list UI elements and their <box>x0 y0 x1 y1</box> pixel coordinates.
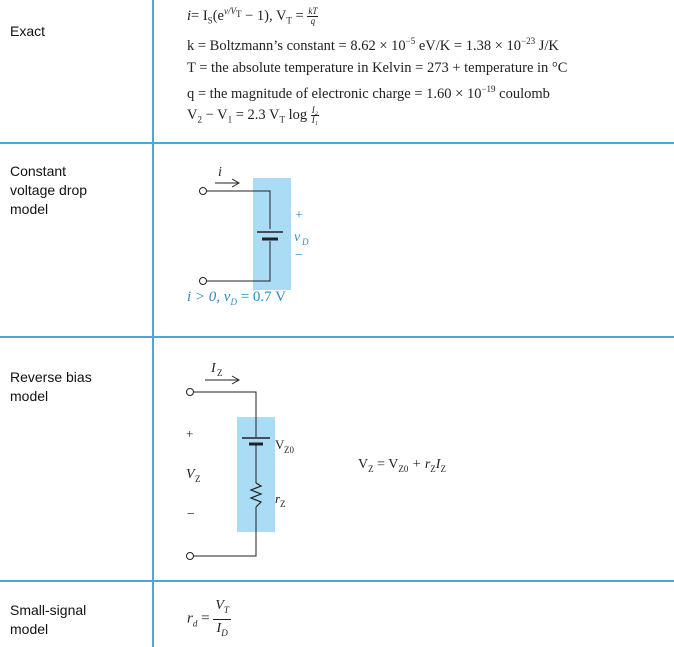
cvd-minus-sign: − <box>295 248 303 263</box>
cvd-vd-subscript: D <box>302 237 309 247</box>
rb-minus-sign: − <box>187 507 195 522</box>
rb-iz-subscript: Z <box>217 368 223 378</box>
rb-vz0-subscript: Z0 <box>284 445 294 455</box>
rb-plus-sign: + <box>186 426 194 441</box>
rb-terminal-bottom <box>187 553 194 560</box>
row-label-exact: Exact <box>10 23 46 39</box>
rb-vz-subscript: Z <box>195 474 201 484</box>
row-label-small-signal: Small-signal model <box>10 602 87 637</box>
exact-eq-current: $i= I_S(e^{v/V_T} - 1)$, $V_T$ = $\frac{kT}{q}$ <box>187 6 318 26</box>
rb-iz-label: I <box>211 361 216 376</box>
row-label-constant-voltage-drop: Constant voltage drop model <box>10 163 88 217</box>
rb-vz-label: V <box>186 467 195 482</box>
exact-eq-boltzmann: k = Boltzmann’s constant = $8.62 \times 10^{-5}$ $eV/K = 1.38 \times 10^{-23}$ J/K <box>187 36 559 54</box>
row-label-reverse-bias: Reverse bias model <box>10 369 92 404</box>
rb-rz-subscript: Z <box>280 499 286 509</box>
rb-vz0-label: V <box>275 437 285 452</box>
cvd-vd-label: v <box>294 230 301 245</box>
exact-eq-voltage-diff: $V_2 - V_1 = 2.3$ $V_T$ log $\frac{\text{I₂}}{\text{I₁}}$ <box>187 105 318 125</box>
cvd-current-label: i <box>218 165 222 180</box>
rb-rz-label: r <box>275 491 281 506</box>
rb-terminal-top <box>187 389 194 396</box>
exact-eq-temperature: T = the absolute temperature in Kelvin = 273 + temperature in °C <box>187 60 568 76</box>
cvd-condition: i > 0, $v_D = 0.7$ V <box>187 289 286 307</box>
small-signal-equation: $r_d$ = $\frac{V_T}{I_D}$ <box>187 598 229 638</box>
cvd-plus-sign: + <box>295 208 303 223</box>
reverse-bias-equation: $V_Z = V_{Z0} + r_ZI_Z$ <box>358 457 446 474</box>
exact-eq-charge: q = the magnitude of electronic charge = $1.60 \times 10^{-19}$ coulomb <box>187 84 550 102</box>
